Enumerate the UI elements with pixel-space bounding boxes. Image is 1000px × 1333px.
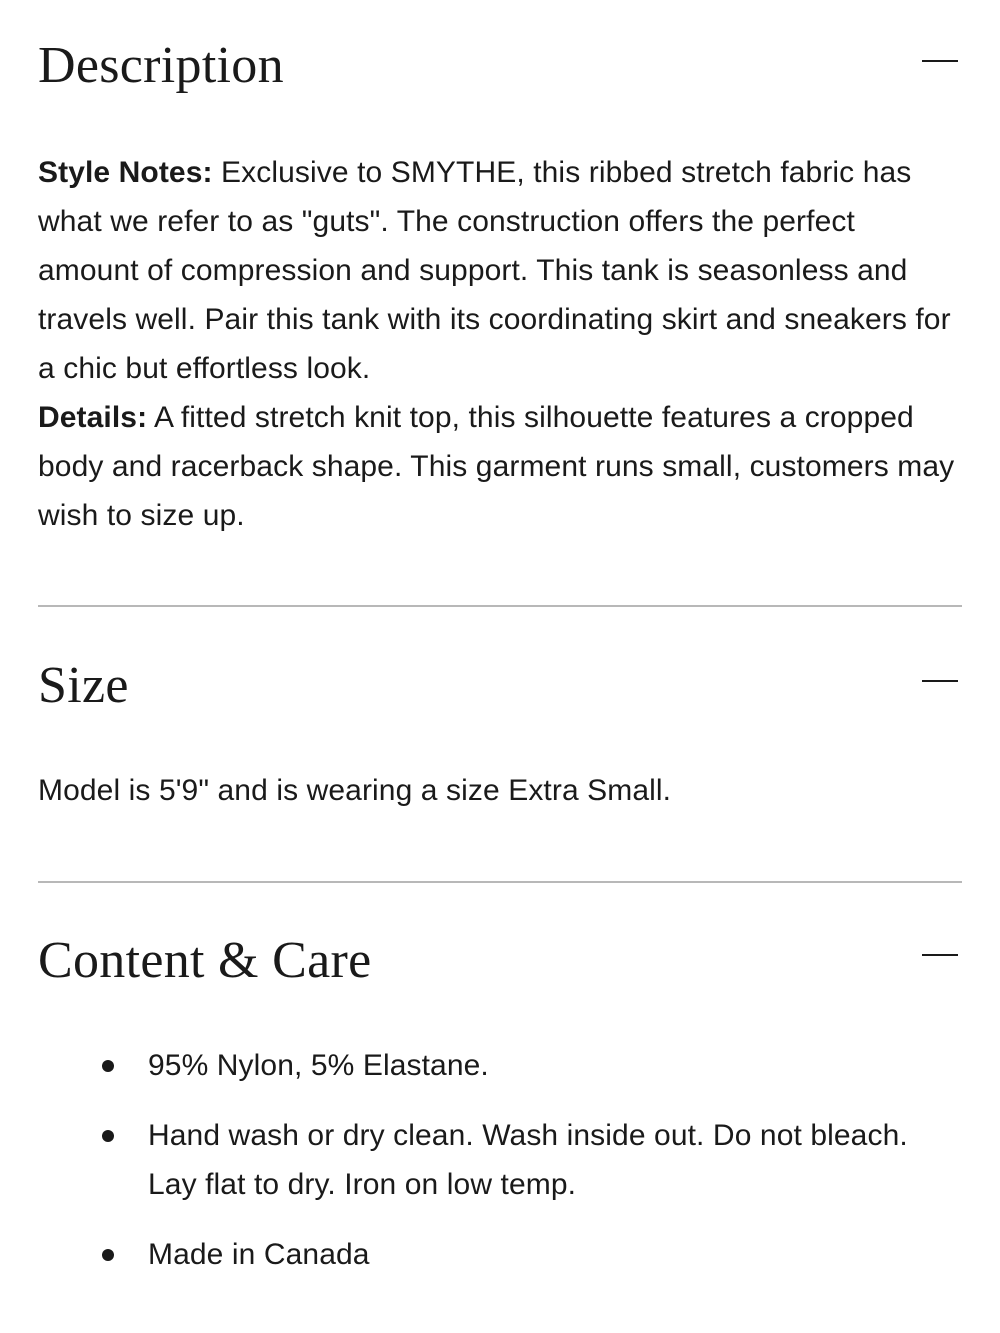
minus-icon[interactable] xyxy=(922,60,958,62)
care-item-text: Hand wash or dry clean. Wash inside out. Do not bleach. Lay flat to dry. Iron on low temp. xyxy=(148,1119,908,1201)
content-care-header[interactable] xyxy=(38,932,962,1005)
description-section xyxy=(38,37,962,540)
bullet-icon xyxy=(102,1130,114,1142)
list-item xyxy=(38,1230,962,1279)
details-label: Details: xyxy=(38,401,148,434)
minus-icon[interactable] xyxy=(922,954,958,956)
divider xyxy=(38,881,962,883)
care-item-text: 95% Nylon, 5% Elastane. xyxy=(148,1049,489,1082)
bullet-icon xyxy=(102,1249,114,1261)
size-header[interactable] xyxy=(38,657,962,730)
minus-icon[interactable] xyxy=(922,680,958,682)
style-notes-paragraph xyxy=(38,156,951,385)
description-header[interactable] xyxy=(38,37,962,110)
details-paragraph xyxy=(38,401,954,532)
list-item xyxy=(38,1111,962,1209)
list-item xyxy=(38,1041,962,1090)
care-item-text: Made in Canada xyxy=(148,1238,370,1271)
description-body xyxy=(38,148,962,540)
size-text: Model is 5'9" and is wearing a size Extra Small. xyxy=(38,774,672,807)
style-notes-text: Exclusive to SMYTHE, this ribbed stretch fabric has what we refer to as "guts". The construction offers the perfect amount of compression and support. This tank is seasonless and travels well. Pair this tank with its coordinating skirt and sneakers for a chic but effortless look. xyxy=(38,156,951,385)
style-notes-label: Style Notes: xyxy=(38,156,213,189)
size-title: Size xyxy=(38,657,129,714)
details-text: A fitted stretch knit top, this silhouette features a cropped body and racerback shape. This garment runs small, customers may wish to size up. xyxy=(38,401,955,532)
bullet-icon xyxy=(102,1060,114,1072)
size-section xyxy=(38,657,962,815)
size-body xyxy=(38,766,962,815)
description-title: Description xyxy=(38,37,284,94)
care-list xyxy=(38,1041,962,1279)
content-care-body xyxy=(38,1041,962,1279)
content-care-section xyxy=(38,932,962,1300)
divider xyxy=(38,605,962,607)
content-care-title: Content & Care xyxy=(38,932,372,989)
